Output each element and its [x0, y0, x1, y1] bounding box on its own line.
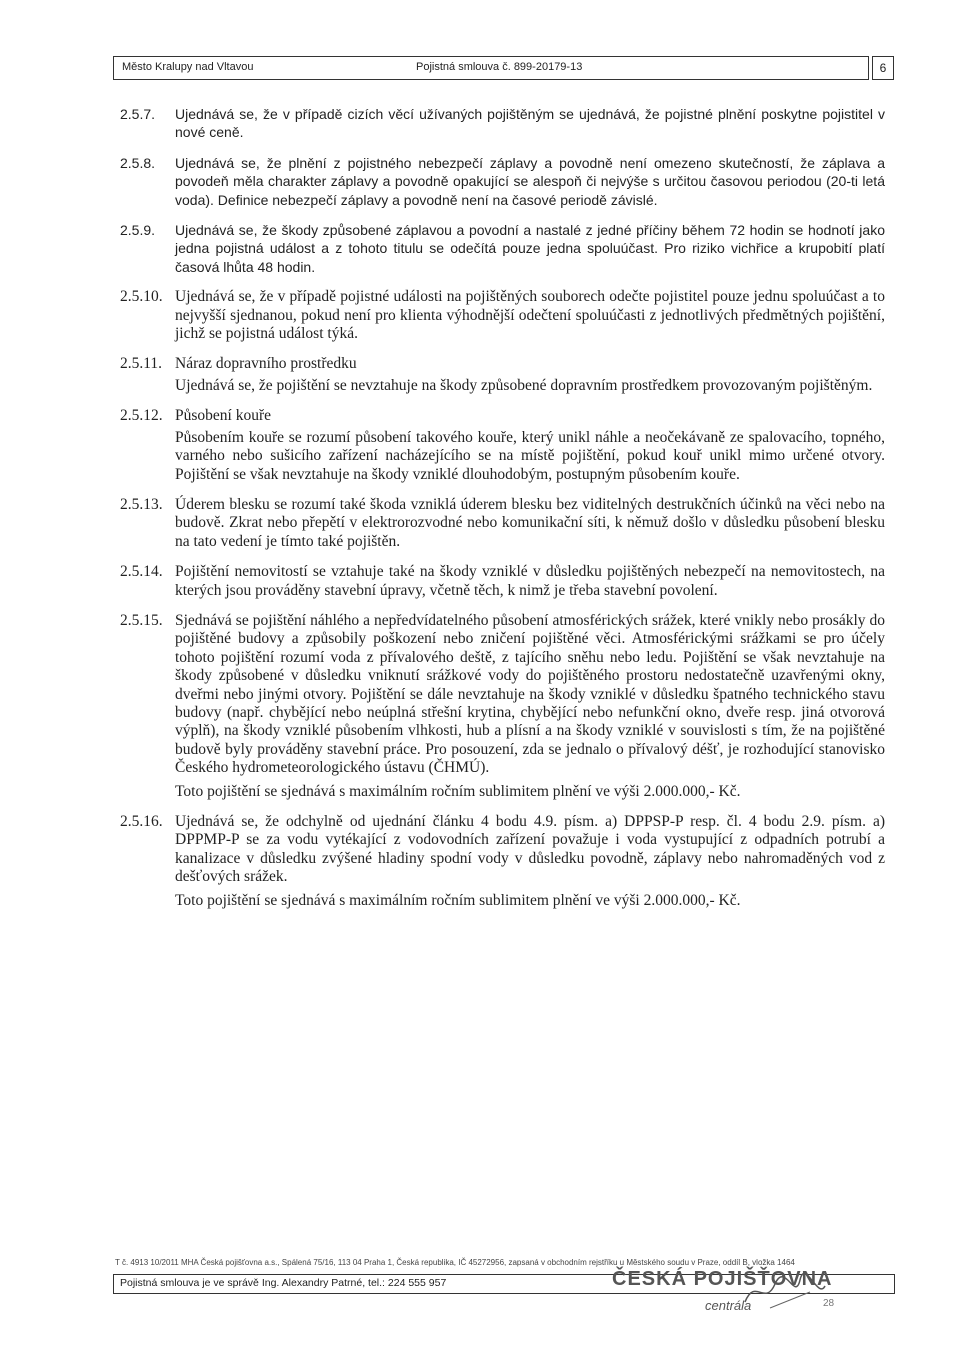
- section-text: Ujednává se, že plnění z pojistného nebezpečí záplavy a povodně není omezeno skutečností, že záplava a povodeň měla charakter záplavy a povodně opakující se alespoň či nejvýše s určitou časovou periodou (20-ti letá voda). Definice nebezpečí záplavy a povodně není na časové periodě závislé.: [175, 154, 885, 208]
- header-contract-number: Pojistná smlouva č. 899-20179-13: [416, 61, 583, 73]
- section-number: 2.5.12.: [120, 407, 163, 425]
- document-body: [120, 105, 885, 922]
- section-text: Ujednává se, že v případě pojistné události na pojištěných souborech odečte pojistitel pouze jednu spoluúčast a to nejvyšší sjednanou, pokud není pro klienta výhodnější odečtení spoluúčasti z jednotlivých předmětných pojištění, jichž se pojistná událost týká.: [175, 288, 885, 343]
- section-2-5-8: [120, 154, 885, 212]
- section-number: 2.5.7.: [120, 106, 156, 122]
- section-2-5-10: [120, 288, 885, 346]
- section-heading: Působení kouře: [175, 407, 272, 425]
- section-text: Ujednává se, že v případě cizích věcí užívaných pojištěným se ujednává, že pojistné plnění poskytne pojistitel v nové ceně.: [175, 106, 885, 141]
- section-text: Sjednává se pojištění náhlého a nepředvídatelného působení atmosférických srážek, které vnikly nebo prosákly do pojištěné budovy a způsobily poškození nebo zničení pojištěné věci. Atmosférickými srážkami se pro účely tohoto pojištění rozumí voda z přívalového deště, z tajícího sněhu nebo ledu. Pojištění se však nevztahuje na škody způsobené v důsledku vniknutí srážkové vody do pojištěného prostoru nedostatečně uzavřenými okny, dveřmi nebo jinými otvory. Pojištění se dále nevztahuje na škody vzniklé v důsledku špatného technického stavu budovy (např. chybějící nebo neúplná střešní krytina, chybějící nebo nefunkční okno, dveře resp. jiná otvorová výplň), na škody vzniklé působením vlhkosti, hub a plísní a na škody vzniklé v souvislosti s tím, že na pojištěné budově byly prováděny stavební práce. Pro posouzení, zda se jednalo o přívalový déšť, je rozhodující stanovisko Českého hydrometeorologického ústavu (ČHMÚ).: [175, 611, 885, 777]
- section-text: Ujednává se, že škody způsobené záplavou a povodní a nastalé z jedné příčiny během 72 hodin se hodnotí jako jedna pojistná událost a z tohoto titulu se odečítá pouze jedna spoluúčast. Pro riziko vichřice a krupobití platí časová lhůta 48 hodin.: [175, 222, 885, 275]
- sublimit-note: Toto pojištění se sjednává s maximálním ročním sublimitem plnění ve výši 2.000.000,- Kč.: [175, 891, 741, 909]
- section-number: 2.5.8.: [120, 154, 156, 171]
- stamp-subtitle: centrála: [705, 1298, 752, 1313]
- section-2-5-16: [120, 813, 885, 913]
- registration-line: T č. 4913 10/2011 MHA Česká pojišťovna a.s., Spálená 75/16, 113 04 Praha 1, Česká republika, IČ 45272956, zapsaná v obchodním rejstříku u Městského soudu v Praze, oddíl B, vložka 1464: [115, 1258, 795, 1267]
- sublimit-note: Toto pojištění se sjednává s maximálním ročním sublimitem plnění ve výši 2.000.000,- Kč.: [175, 782, 741, 800]
- section-2-5-7: [120, 105, 885, 145]
- section-2-5-14: [120, 563, 885, 603]
- section-2-5-9: [120, 221, 885, 279]
- section-text: Pojištění nemovitostí se vztahuje také na škody vzniklé v důsledku pojištěných nebezpečí na nemovitostech, na kterých jsou prováděny stavební úpravy, včetně těch, k nimž je třeba stavební povolení.: [175, 563, 885, 599]
- signature-scribble: [740, 1272, 830, 1312]
- section-heading: Náraz dopravního prostředku: [175, 355, 357, 373]
- section-number: 2.5.11.: [120, 355, 163, 373]
- section-number: 2.5.14.: [120, 563, 163, 581]
- section-text: Ujednává se, že pojištění se nevztahuje na škody způsobené dopravním prostředkem provozovaným pojištěným.: [175, 376, 873, 394]
- page-number: 6: [872, 56, 894, 80]
- section-number: 2.5.13.: [120, 495, 163, 513]
- section-text: Působením kouře se rozumí působení takového kouře, který unikl náhle a neočekávaně ze spalovacího, topného, varného nebo sušicího zařízení nacházejícího se na místě pojištění, pokud kouř unikl mimo určené otvory. Pojištění se však nevztahuje na škody vzniklé dlouhodobým, postupným působením kouře.: [175, 428, 885, 483]
- header-client: Město Kralupy nad Vltavou: [122, 61, 254, 73]
- section-text: Úderem blesku se rozumí také škoda vzniklá úderem blesku bez viditelných destrukčních účinků na věci nebo na budově. Zkrat nebo přepětí v elektrorozvodné nebo komunikační síti, k němuž došlo v důsledku působení blesku na tato vedení je tímto také pojištěn.: [175, 495, 885, 550]
- section-number: 2.5.10.: [120, 288, 163, 306]
- section-2-5-15: [120, 612, 885, 804]
- section-text: Ujednává se, že odchylně od ujednání článku 4 bodu 4.9. písm. a) DPPSP-P resp. čl. 4 bodu 2.9. písm. a) DPPMP-P se za vodu vytékající z vodovodních zařízení považuje i voda vystupující z odpadních potrubí a kanalizace v důsledku zvýšené hladiny spodní vody v důsledku povodně, záplavy nebo nahromaděných vod z dešťových srážek.: [175, 813, 885, 886]
- section-number: 2.5.9.: [120, 222, 156, 239]
- footer-contact: Pojistná smlouva je ve správě Ing. Alexandry Patrné, tel.: 224 555 957: [120, 1277, 447, 1289]
- section-2-5-11: [120, 355, 885, 398]
- section-2-5-12: [120, 407, 885, 487]
- section-2-5-13: [120, 496, 885, 554]
- section-number: 2.5.16.: [120, 813, 163, 830]
- stamp-mark: 28: [823, 1298, 835, 1309]
- company-stamp: ČESKÁ POJIŠŤOVNA: [612, 1268, 833, 1290]
- section-number: 2.5.15.: [120, 611, 163, 629]
- document-header: [113, 56, 869, 80]
